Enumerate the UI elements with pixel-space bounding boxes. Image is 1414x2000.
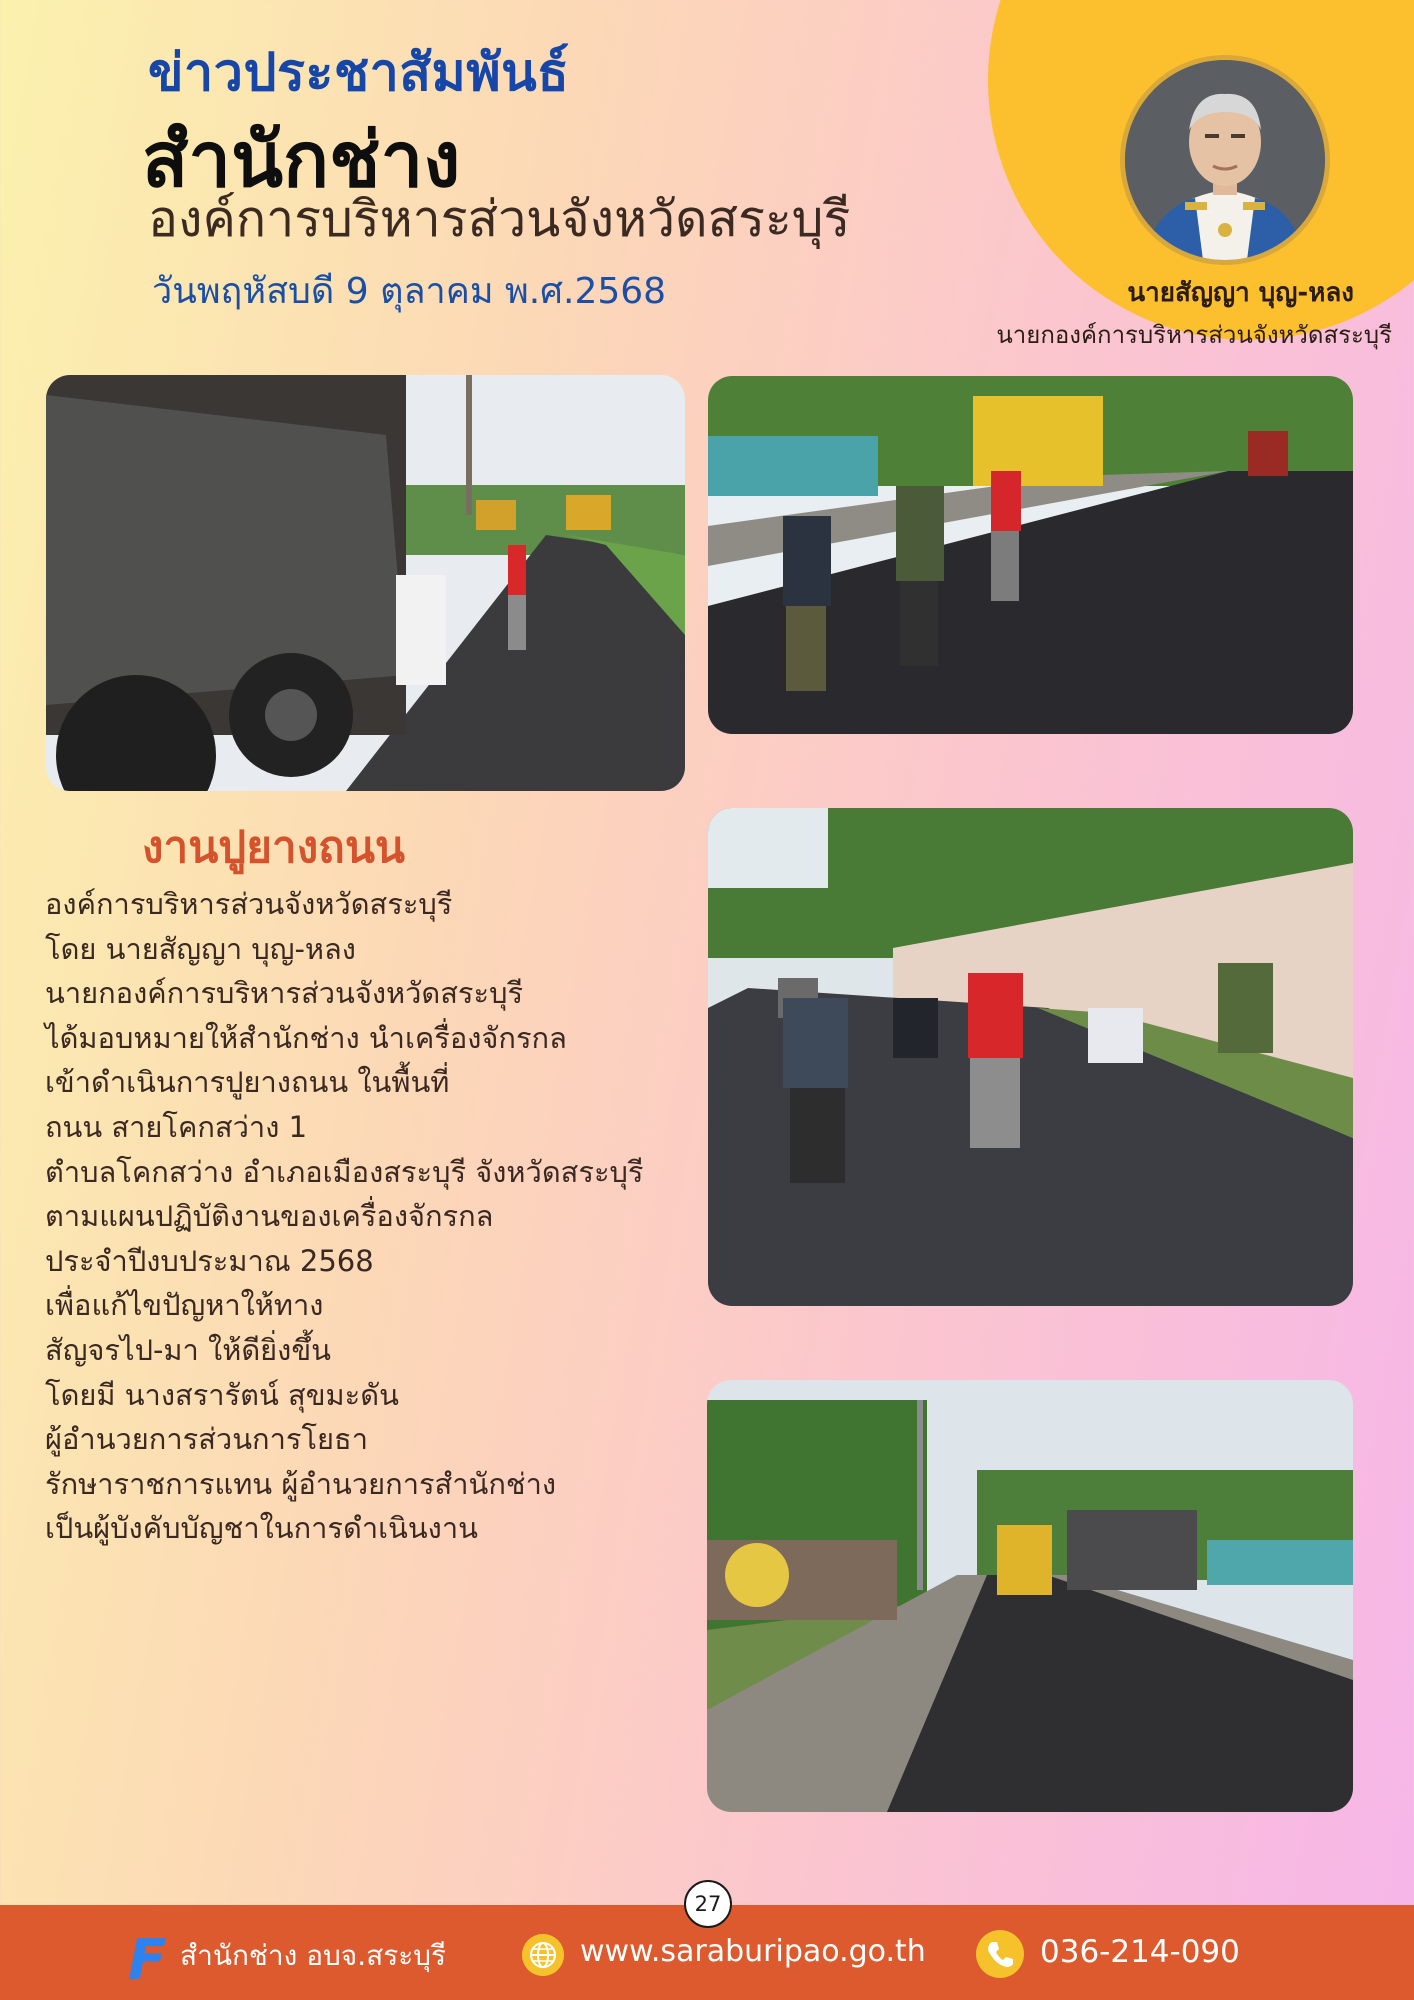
photo-workers-raking: [708, 376, 1353, 734]
website-link[interactable]: www.saraburipao.go.th: [580, 1934, 926, 1969]
article-line: เพื่อแก้ไขปัญหาให้ทาง: [45, 1288, 324, 1323]
photo-trucks-road: [707, 1380, 1353, 1812]
article-line: รักษาราชการแทน ผู้อำนวยการสำนักช่าง: [45, 1466, 557, 1501]
article-line: ตามแผนปฏิบัติงานของเครื่องจักรกล: [45, 1199, 494, 1234]
article-line: ถนน สายโคกสว่าง 1: [45, 1109, 308, 1144]
publish-date: วันพฤหัสบดี 9 ตุลาคม พ.ศ.2568: [152, 271, 667, 312]
globe-icon: [522, 1934, 564, 1976]
article-title: งานปูยางถนน: [142, 822, 405, 873]
article-line: นายกองค์การบริหารส่วนจังหวัดสระบุรี: [45, 976, 524, 1011]
article-line: ตำบลโคกสว่าง อำเภอเมืองสระบุรี จังหวัดสระบุรี: [45, 1154, 644, 1189]
page-number: 27: [684, 1880, 732, 1928]
article-line: เป็นผู้บังคับบัญชาในการดำเนินงาน: [45, 1511, 478, 1546]
facebook-icon[interactable]: F: [128, 1928, 167, 1993]
article-body: [45, 882, 705, 1551]
news-label: ข่าวประชาสัมพันธ์: [148, 43, 570, 103]
photo-workers-by-wall: [708, 808, 1353, 1306]
phone-icon: [976, 1930, 1024, 1978]
article-line: ผู้อำนวยการส่วนการโยธา: [45, 1422, 368, 1457]
official-title: นายกองค์การบริหารส่วนจังหวัดสระบุรี: [996, 321, 1392, 349]
organization-name: องค์การบริหารส่วนจังหวัดสระบุรี: [148, 190, 851, 248]
department-title: สำนักช่าง: [142, 115, 461, 204]
article-line: เข้าดำเนินการปูยางถนน ในพื้นที่: [45, 1065, 450, 1100]
photo-truck-paving: [46, 375, 685, 791]
phone-number[interactable]: 036-214-090: [1040, 1934, 1240, 1970]
article-line: ประจำปีงบประมาณ 2568: [45, 1243, 374, 1278]
facebook-page-link[interactable]: สำนักช่าง อบจ.สระบุรี: [180, 1939, 447, 1972]
article-line: สัญจรไป-มา ให้ดียิ่งขึ้น: [45, 1332, 331, 1367]
article-line: ได้มอบหมายให้สำนักช่าง นำเครื่องจักรกล: [45, 1020, 567, 1055]
official-portrait: [1120, 55, 1330, 265]
official-name: นายสัญญา บุญ-หลง: [1127, 278, 1354, 308]
article-line: องค์การบริหารส่วนจังหวัดสระบุรี: [45, 887, 453, 921]
article-line: โดย นายสัญญา บุญ-หลง: [45, 931, 356, 966]
article-line: โดยมี นางสรารัตน์ สุขมะดัน: [45, 1377, 399, 1412]
